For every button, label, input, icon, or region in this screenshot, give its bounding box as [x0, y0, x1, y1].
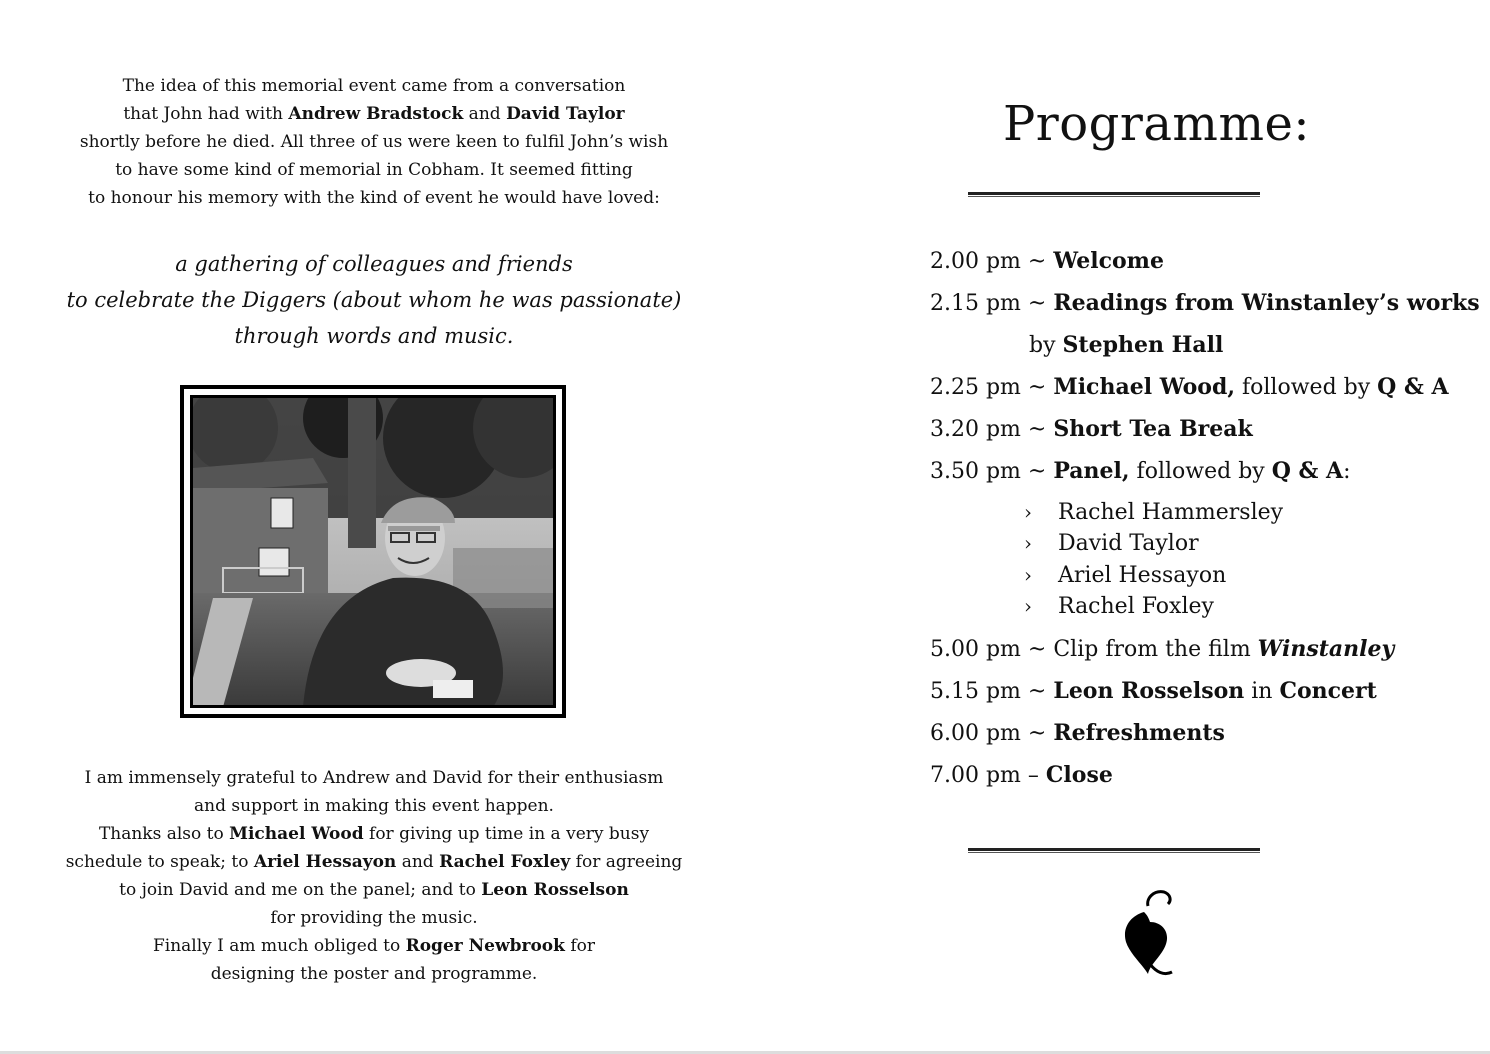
programme-item: 2.15 pm ~ Readings from Winstanley’s works [930, 290, 1480, 316]
panelist-item: › Ariel Hessayon [1024, 563, 1227, 588]
photo-image [193, 398, 555, 707]
portrait-photo [180, 385, 566, 718]
divider-bottom [968, 848, 1260, 854]
programme-item: 3.50 pm ~ Panel, followed by Q & A: [930, 458, 1351, 484]
intro-paragraph: The idea of this memorial event came from a conversation that John had with Andrew Bradstock and David Taylor shortly before he died. All three of us were keen to fulfil John’s wish to have some kind of memorial in Cobham. It seemed fitting to honour his memory with the kind of event he would have loved: [79, 76, 669, 208]
panelist-item: › Rachel Foxley [1024, 594, 1214, 619]
chevron-right-icon: › [1024, 500, 1032, 524]
programme-item: 7.00 pm – Close [930, 762, 1113, 788]
programme-item: 2.25 pm ~ Michael Wood, followed by Q & A [930, 374, 1449, 400]
quote-block: a gathering of colleagues and friends to celebrate the Diggers (about whom he was passionate) through words and music. [66, 252, 682, 348]
acknowledgements: I am immensely grateful to Andrew and David for their enthusiasm and support in making this event happen. Thanks also to Michael Wood for giving up time in a very busy schedule to speak; to Ariel Hessayon and Rachel Foxley for agreeing to join David and me on the panel; and to Leon Rosselson for providing the music. Finally I am much obliged to Roger Newbrook for designing the poster and programme. [65, 768, 683, 984]
programme-title: Programme: [1003, 96, 1311, 152]
programme-item: 5.00 pm ~ Clip from the film Winstanley [930, 636, 1395, 662]
divider-top [968, 192, 1260, 198]
intro-text [60, 72, 688, 354]
programme-item: 2.00 pm ~ Welcome [930, 248, 1164, 274]
programme-item: by Stephen Hall [1029, 332, 1224, 358]
chevron-right-icon: › [1024, 563, 1032, 587]
programme-item: 5.15 pm ~ Leon Rosselson in Concert [930, 678, 1377, 704]
chevron-right-icon: › [1024, 594, 1032, 618]
programme-item: 3.20 pm ~ Short Tea Break [930, 416, 1253, 442]
chevron-right-icon: › [1024, 531, 1032, 555]
programme-item: 6.00 pm ~ Refreshments [930, 720, 1225, 746]
leaf-ornament-icon [1120, 886, 1176, 978]
panelist-item: › Rachel Hammersley [1024, 500, 1284, 525]
panelist-item: › David Taylor [1024, 531, 1199, 556]
